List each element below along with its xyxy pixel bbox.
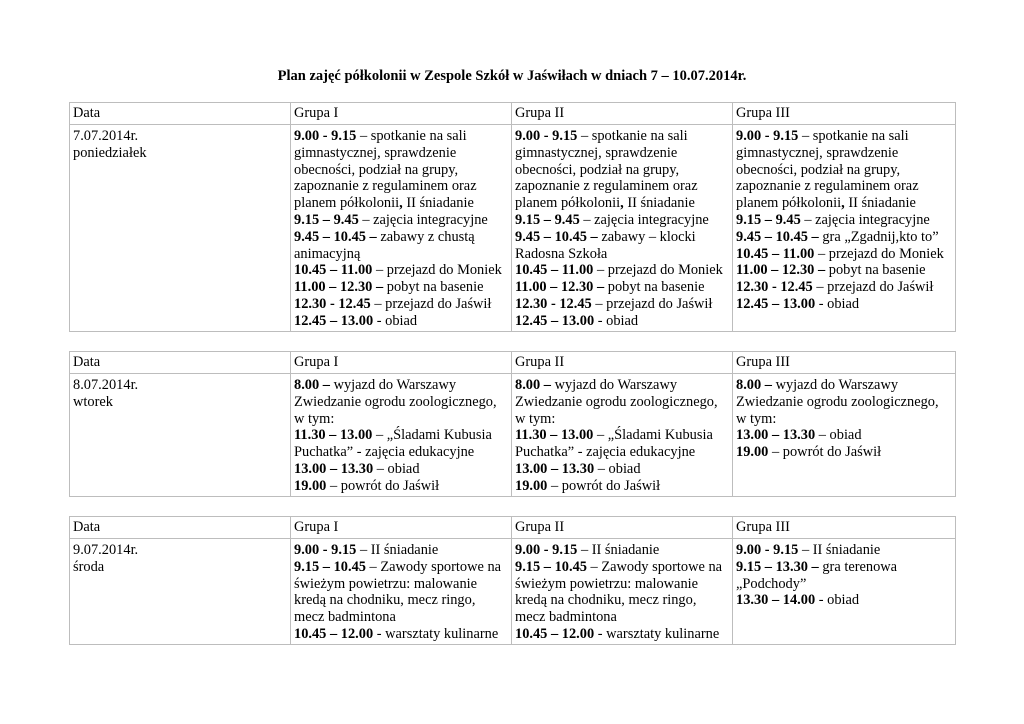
schedule-line — [736, 411, 952, 428]
schedule-line — [736, 576, 952, 593]
activity-text: obecności, podział na grupy, — [294, 161, 459, 178]
time-range: 10.45 – 12.00 — [515, 625, 595, 642]
schedule-line — [515, 178, 729, 195]
header-row — [70, 352, 956, 374]
header-row — [70, 103, 956, 125]
schedule-line — [515, 212, 729, 229]
activity-text: w tym: — [294, 410, 335, 427]
time-range: 9.45 – 10.45 – — [515, 228, 598, 245]
group-2-schedule — [512, 374, 733, 497]
activity-text: – zajęcia integracyjne — [800, 211, 930, 228]
activity-text: pobyt na basenie — [383, 279, 484, 296]
schedule-line — [736, 427, 952, 444]
time-range: 9.15 – 9.45 — [736, 211, 801, 228]
time-range: 19.00 — [515, 477, 548, 494]
time-range: 9.00 - 9.15 — [736, 542, 799, 558]
activity-text: – spotkanie na sali — [356, 128, 467, 144]
schedule-line — [294, 461, 508, 478]
activity-text: - obiad — [373, 312, 418, 329]
schedule-line — [736, 246, 952, 263]
time-range: , — [620, 195, 624, 212]
activity-text: – zajęcia integracyjne — [579, 211, 709, 228]
schedule-line — [294, 576, 508, 593]
time-range: 9.15 – 10.45 — [515, 558, 587, 575]
schedule-line — [515, 427, 729, 444]
time-range: 19.00 — [736, 444, 769, 461]
weekday-text: wtorek — [73, 393, 113, 410]
schedule-line — [294, 262, 508, 279]
schedule-line — [294, 195, 508, 212]
schedule-line — [515, 162, 729, 179]
group-1-schedule — [291, 539, 512, 645]
activity-text: planem półkolonii — [515, 195, 621, 212]
schedule-line — [736, 128, 952, 145]
header-date: Data — [70, 352, 291, 374]
activity-text: – „Śladami Kubusia — [593, 427, 713, 444]
time-range: 8.00 – — [515, 377, 551, 393]
time-range: 12.30 - 12.45 — [294, 295, 371, 312]
activity-text: II śniadanie — [402, 195, 474, 212]
schedule-line — [736, 377, 952, 394]
time-range: 9.15 – 9.45 — [515, 211, 580, 228]
time-range: , — [399, 195, 403, 212]
header-group-2: Grupa II — [512, 352, 733, 374]
activity-text: – obiad — [815, 427, 862, 444]
activity-text: – Zawody sportowe na — [365, 558, 502, 575]
schedule-line — [515, 377, 729, 394]
time-range: 9.15 – 9.45 — [294, 211, 359, 228]
activity-text: – spotkanie na sali — [798, 128, 909, 144]
time-range: 13.30 – 14.00 — [736, 592, 816, 609]
schedule-line — [294, 542, 508, 559]
header-group-3: Grupa III — [733, 517, 956, 539]
activity-text: wyjazd do Warszawy — [550, 377, 678, 393]
schedule-line — [736, 592, 952, 609]
day-row — [70, 539, 956, 645]
activity-text: – spotkanie na sali — [577, 128, 688, 144]
activity-text: świeżym powietrzu: malowanie — [515, 575, 699, 592]
schedule-line — [736, 178, 952, 195]
schedule-table-day-3 — [69, 516, 956, 645]
time-range: 10.45 – 11.00 — [736, 245, 815, 262]
activity-text: „Podchody” — [736, 575, 807, 592]
activity-text: Radosna Szkoła — [515, 245, 608, 262]
activity-text: w tym: — [736, 410, 777, 427]
schedule-line — [736, 212, 952, 229]
schedule-line — [294, 212, 508, 229]
schedule-line — [515, 461, 729, 478]
header-row — [70, 517, 956, 539]
activity-text: gra „Zgadnij,kto to” — [818, 228, 939, 245]
header-date: Data — [70, 103, 291, 125]
time-range: 13.00 – 13.30 — [515, 460, 595, 477]
schedule-line — [515, 145, 729, 162]
activity-text: - obiad — [815, 592, 860, 609]
schedule-line — [294, 296, 508, 313]
page-title: Plan zajęć półkolonii w Zespole Szkół w Jaświłach w dniach 7 – 10.07.2014r. — [277, 68, 747, 84]
activity-text: Puchatka” - zajęcia edukacyjne — [294, 444, 475, 461]
header-group-1: Grupa I — [291, 352, 512, 374]
activity-text: Puchatka” - zajęcia edukacyjne — [515, 444, 696, 461]
schedule-line — [294, 427, 508, 444]
schedule-line — [294, 246, 508, 263]
activity-text: wyjazd do Warszawy — [771, 377, 899, 393]
header-group-3: Grupa III — [733, 103, 956, 125]
activity-text: gimnastycznej, sprawdzenie — [294, 144, 457, 161]
activity-text: - obiad — [815, 295, 860, 312]
schedule-line — [294, 128, 508, 145]
schedule-line — [294, 145, 508, 162]
activity-text: - obiad — [594, 312, 639, 329]
activity-text: w tym: — [515, 410, 556, 427]
schedule-line — [515, 229, 729, 246]
schedule-line — [515, 195, 729, 212]
schedule-line — [294, 626, 508, 643]
schedule-line — [736, 394, 952, 411]
activity-text: kredą na chodniku, mecz ringo, — [515, 592, 697, 609]
activity-text: planem półkolonii — [736, 195, 842, 212]
time-range: 11.00 – 12.30 – — [294, 279, 384, 296]
activity-text: – przejazd do Moniek — [593, 262, 723, 279]
activity-text: – powrót do Jaświł — [547, 477, 661, 494]
activity-text: – przejazd do Jaświł — [370, 295, 492, 312]
schedule-line — [736, 262, 952, 279]
activity-text: gra terenowa — [818, 558, 898, 575]
schedule-line — [736, 444, 952, 461]
group-1-schedule — [291, 374, 512, 497]
date-cell — [70, 374, 291, 497]
schedule-line — [294, 411, 508, 428]
header-group-2: Grupa II — [512, 103, 733, 125]
date-text: 9.07.2014r. — [73, 542, 139, 558]
activity-text: – powrót do Jaświł — [326, 477, 440, 494]
activity-text: zapoznanie z regulaminem oraz — [515, 178, 698, 195]
activity-text: – II śniadanie — [798, 542, 881, 558]
activity-text: obecności, podział na grupy, — [736, 161, 901, 178]
time-range: 12.45 – 13.00 — [294, 312, 374, 329]
time-range: 9.00 - 9.15 — [515, 128, 578, 144]
date-cell — [70, 539, 291, 645]
schedule-line — [294, 162, 508, 179]
schedule-line — [515, 262, 729, 279]
activity-text: – przejazd do Moniek — [372, 262, 502, 279]
date-text: 7.07.2014r. — [73, 128, 139, 144]
time-range: 12.45 – 13.00 — [736, 295, 816, 312]
group-3-schedule — [733, 125, 956, 332]
activity-text: gimnastycznej, sprawdzenie — [736, 144, 899, 161]
time-range: 9.00 - 9.15 — [736, 128, 799, 144]
schedule-line — [515, 444, 729, 461]
schedule-line — [515, 279, 729, 296]
date-cell — [70, 125, 291, 332]
activity-text: – przejazd do Jaświł — [591, 295, 713, 312]
activity-text: – Zawody sportowe na — [586, 558, 723, 575]
schedule-line — [294, 178, 508, 195]
activity-text: obecności, podział na grupy, — [515, 161, 680, 178]
schedule-line — [736, 296, 952, 313]
activity-text: – przejazd do Jaświł — [812, 279, 934, 296]
time-range: 12.30 - 12.45 — [515, 295, 592, 312]
schedule-line — [515, 128, 729, 145]
activity-text: - warsztaty kulinarne — [594, 625, 720, 642]
weekday-text: poniedziałek — [73, 144, 147, 161]
time-range: 8.00 – — [736, 377, 772, 393]
header-group-3: Grupa III — [733, 352, 956, 374]
activity-text: zabawy z chustą — [376, 228, 475, 245]
activity-text: świeżym powietrzu: malowanie — [294, 575, 478, 592]
time-range: 13.00 – 13.30 — [736, 427, 816, 444]
time-range: 9.45 – 10.45 – — [294, 228, 377, 245]
header-group-1: Grupa I — [291, 517, 512, 539]
group-3-schedule — [733, 539, 956, 645]
time-range: 11.30 – 13.00 — [294, 427, 373, 444]
time-range: 11.30 – 13.00 — [515, 427, 594, 444]
activity-text: zabawy – klocki — [597, 228, 696, 245]
time-range: 10.45 – 11.00 — [294, 262, 373, 279]
time-range: 9.45 – 10.45 – — [736, 228, 819, 245]
group-2-schedule — [512, 539, 733, 645]
schedule-line — [515, 478, 729, 495]
schedule-line — [294, 609, 508, 626]
schedule-line — [515, 296, 729, 313]
activity-text: animacyjną — [294, 245, 361, 262]
activity-text: zapoznanie z regulaminem oraz — [736, 178, 919, 195]
schedule-line — [515, 313, 729, 330]
schedule-line — [515, 609, 729, 626]
activity-text: kredą na chodniku, mecz ringo, — [294, 592, 476, 609]
time-range: 9.00 - 9.15 — [515, 542, 578, 558]
schedule-line — [515, 576, 729, 593]
time-range: 9.15 – 10.45 — [294, 558, 366, 575]
schedule-line — [736, 559, 952, 576]
schedule-line — [515, 559, 729, 576]
time-range: 10.45 – 11.00 — [515, 262, 594, 279]
activity-text: – „Śladami Kubusia — [372, 427, 492, 444]
activity-text: mecz badmintona — [515, 609, 617, 626]
time-range: 12.30 - 12.45 — [736, 279, 813, 296]
schedule-line — [515, 626, 729, 643]
schedule-line — [294, 444, 508, 461]
activity-text: – obiad — [594, 460, 641, 477]
time-range: 10.45 – 12.00 — [294, 625, 374, 642]
activity-text: – powrót do Jaświł — [768, 444, 882, 461]
activity-text: II śniadanie — [844, 195, 916, 212]
schedule-line — [294, 592, 508, 609]
time-range: 9.00 - 9.15 — [294, 128, 357, 144]
time-range: 11.00 – 12.30 – — [736, 262, 826, 279]
time-range: 9.15 – 13.30 – — [736, 558, 819, 575]
group-3-schedule — [733, 374, 956, 497]
time-range: 13.00 – 13.30 — [294, 460, 374, 477]
schedule-line — [736, 542, 952, 559]
schedule-line — [294, 559, 508, 576]
activity-text: pobyt na basenie — [604, 279, 705, 296]
activity-text: pobyt na basenie — [825, 262, 926, 279]
time-range: 11.00 – 12.30 – — [515, 279, 605, 296]
schedule-table-day-2 — [69, 351, 956, 497]
date-text: 8.07.2014r. — [73, 377, 139, 393]
time-range: 12.45 – 13.00 — [515, 312, 595, 329]
schedule-line — [515, 542, 729, 559]
activity-text: – zajęcia integracyjne — [358, 211, 488, 228]
group-1-schedule — [291, 125, 512, 332]
schedule-line — [294, 279, 508, 296]
schedule-line — [515, 246, 729, 263]
weekday-text: środa — [73, 558, 105, 575]
schedule-line — [736, 162, 952, 179]
activity-text: wyjazd do Warszawy — [329, 377, 457, 393]
activity-text: mecz badmintona — [294, 609, 396, 626]
activity-text: – przejazd do Moniek — [814, 245, 944, 262]
time-range: 19.00 — [294, 477, 327, 494]
activity-text: Zwiedzanie ogrodu zoologicznego, — [515, 393, 718, 410]
activity-text: II śniadanie — [623, 195, 695, 212]
schedule-line — [294, 394, 508, 411]
activity-text: – II śniadanie — [577, 542, 660, 558]
activity-text: planem półkolonii — [294, 195, 400, 212]
header-date: Data — [70, 517, 291, 539]
header-group-1: Grupa I — [291, 103, 512, 125]
schedule-line — [294, 313, 508, 330]
activity-text: Zwiedzanie ogrodu zoologicznego, — [736, 393, 939, 410]
schedule-line — [736, 279, 952, 296]
day-row — [70, 374, 956, 497]
time-range: 9.00 - 9.15 — [294, 542, 357, 558]
schedule-table-day-1 — [69, 102, 956, 332]
activity-text: zapoznanie z regulaminem oraz — [294, 178, 477, 195]
schedule-line — [294, 377, 508, 394]
schedule-line — [294, 229, 508, 246]
schedule-line — [515, 394, 729, 411]
schedule-line — [736, 145, 952, 162]
group-2-schedule — [512, 125, 733, 332]
schedule-line — [294, 478, 508, 495]
header-group-2: Grupa II — [512, 517, 733, 539]
activity-text: Zwiedzanie ogrodu zoologicznego, — [294, 393, 497, 410]
schedule-line — [515, 411, 729, 428]
day-row — [70, 125, 956, 332]
activity-text: – obiad — [373, 460, 420, 477]
time-range: , — [841, 195, 845, 212]
schedule-line — [736, 229, 952, 246]
schedule-line — [515, 592, 729, 609]
activity-text: gimnastycznej, sprawdzenie — [515, 144, 678, 161]
activity-text: - warsztaty kulinarne — [373, 625, 499, 642]
schedule-line — [736, 195, 952, 212]
time-range: 8.00 – — [294, 377, 330, 393]
activity-text: – II śniadanie — [356, 542, 439, 558]
